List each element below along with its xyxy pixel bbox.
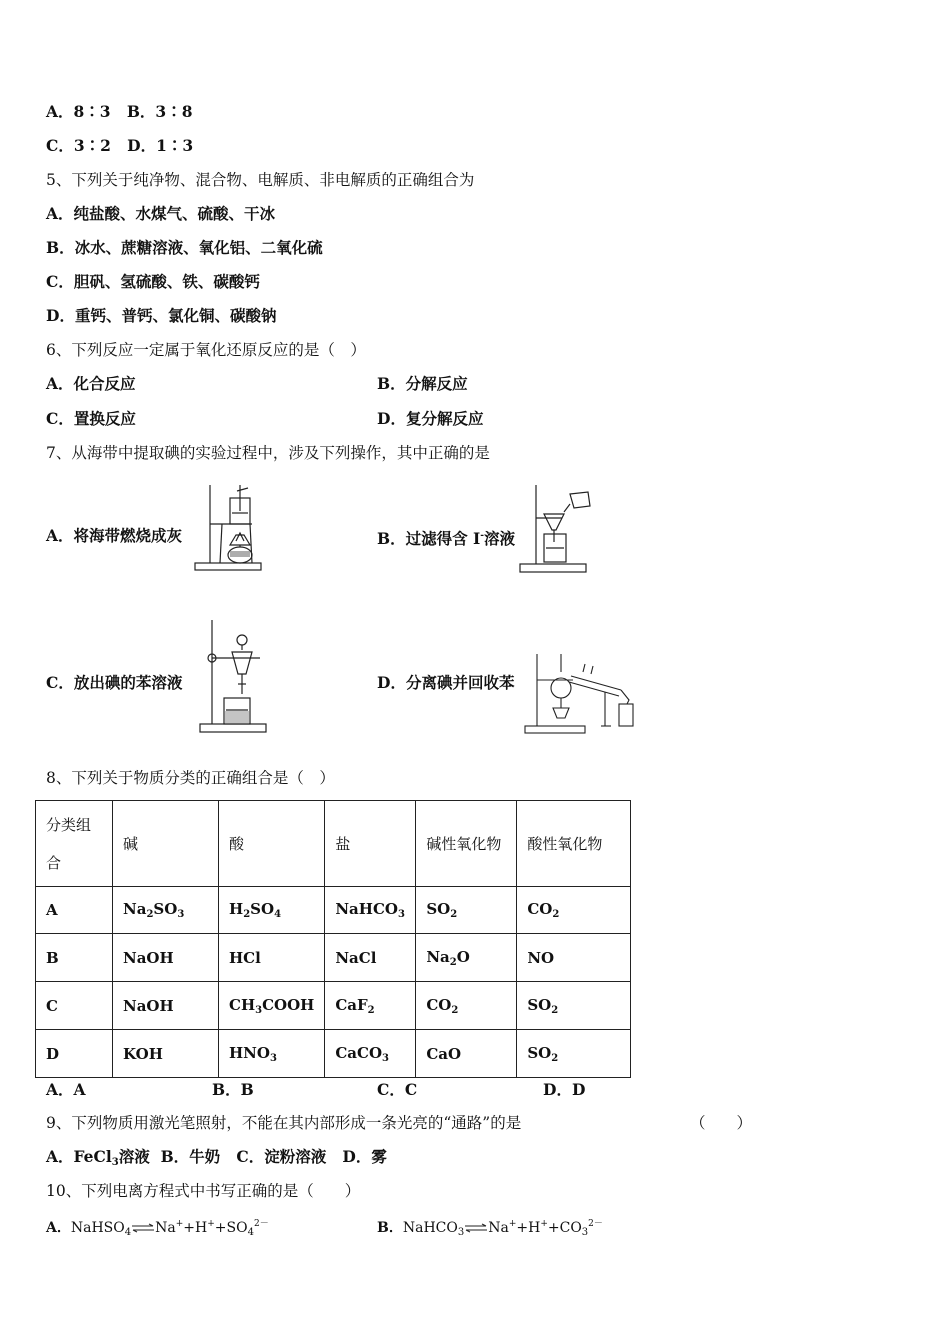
q6-option-c: C．置换反应: [46, 409, 136, 428]
salt-cell: NaCl: [325, 934, 416, 982]
q7-option-d: D．分离碘并回收苯: [377, 673, 515, 692]
base-cell: NaOH: [113, 934, 219, 982]
acid-cell: $HNO_3$: [219, 1030, 325, 1078]
q4-option-b: B．3∶8: [126, 102, 193, 121]
table-row: [36, 934, 631, 982]
equilibrium-arrow-icon: [131, 1223, 155, 1233]
q7-option-b: [377, 526, 515, 549]
q10-option-b: B．NaHCO$_3$ $Na^++H^++CO_3^{2-}$: [377, 1219, 603, 1238]
basic-oxide-cell: CaO: [416, 1030, 517, 1078]
table-row: [36, 982, 631, 1030]
q7-stem: 7、从海带中提取碘的实验过程中，涉及下列操作，其中正确的是: [46, 444, 490, 462]
q9-option-a: A．FeCl$_3$溶液: [46, 1147, 150, 1168]
q10-option-a: A．NaHSO$_4$ $Na^++H^++SO_4^{2-}$: [46, 1219, 269, 1238]
q9-options: [46, 1147, 387, 1173]
header-cell: 碱: [113, 801, 219, 887]
q6-option-a: A．化合反应: [46, 374, 136, 393]
q4-option-a: A．8∶3: [46, 102, 111, 121]
q7-option-a: A．将海带燃烧成灰: [46, 526, 183, 545]
table-header-row: [36, 801, 631, 887]
q9-option-b: B．牛奶: [160, 1147, 221, 1166]
q9-option-d: D．雾: [342, 1147, 387, 1166]
salt-cell: CaCO$_3$: [325, 1030, 416, 1078]
base-cell: KOH: [113, 1030, 219, 1078]
header-cell: 分类组合: [36, 801, 113, 887]
basic-oxide-cell: $SO_2$: [416, 887, 517, 934]
row-key: D: [36, 1030, 113, 1078]
figure-filtration-apparatus: [518, 482, 598, 574]
acidic-oxide-cell: $SO_2$: [517, 1030, 631, 1078]
figure-separatory-funnel: [198, 618, 270, 734]
q5-option-d: D．重钙、普钙、氯化铜、碳酸钠: [46, 306, 277, 325]
q7-option-b-tail: 溶液: [484, 529, 516, 548]
basic-oxide-cell: $CO_2$: [416, 982, 517, 1030]
acidic-oxide-cell: $CO_2$: [517, 887, 631, 934]
basic-oxide-cell: $Na_2O$: [416, 934, 517, 982]
q6-option-d: D．复分解反应: [377, 409, 484, 428]
acid-cell: HCl: [219, 934, 325, 982]
acid-cell: $CH_3COOH$: [219, 982, 325, 1030]
q6-option-b: B．分解反应: [377, 374, 468, 393]
table-row: [36, 887, 631, 934]
q4-option-c: C．3∶2: [46, 136, 111, 155]
base-cell: $Na_2SO_3$: [113, 887, 219, 934]
header-cell: 酸性氧化物: [517, 801, 631, 887]
base-cell: NaOH: [113, 982, 219, 1030]
q7-option-b-sup: -: [480, 531, 484, 541]
q4-options-row1: [46, 102, 192, 122]
row-key: A: [36, 887, 113, 934]
q8-option-c: C．C: [377, 1080, 418, 1099]
q9-answer-paren: （ ）: [690, 1114, 753, 1132]
q4-option-d: D．1∶3: [127, 136, 194, 155]
q8-option-b: B．B: [212, 1080, 254, 1099]
q6-stem: 6、下列反应一定属于氧化还原反应的是（ ）: [46, 341, 366, 359]
q7-option-c: C．放出碘的苯溶液: [46, 673, 183, 692]
q8-option-d: D．D: [543, 1080, 586, 1099]
q9-option-c: C．淀粉溶液: [236, 1147, 327, 1166]
header-cell: 酸: [219, 801, 325, 887]
salt-cell: CaF$_2$: [325, 982, 416, 1030]
classification-table: [35, 800, 631, 1078]
salt-cell: NaHCO$_3$: [325, 887, 416, 934]
q10-stem: 10、下列电离方程式中书写正确的是（ ）: [46, 1182, 361, 1200]
q4-options-row2: [46, 136, 193, 156]
row-key: C: [36, 982, 113, 1030]
q5-stem: 5、下列关于纯净物、混合物、电解质、非电解质的正确组合为: [46, 171, 475, 189]
acid-cell: $H_2SO_4$: [219, 887, 325, 934]
figure-distillation-apparatus: [523, 652, 635, 736]
q9-stem: 9、下列物质用激光笔照射，不能在其内部形成一条光亮的“通路”的是: [46, 1114, 522, 1132]
table-row: [36, 1030, 631, 1078]
acidic-oxide-cell: $SO_2$: [517, 982, 631, 1030]
row-key: B: [36, 934, 113, 982]
q8-option-a: A．A: [46, 1080, 86, 1099]
q7-option-b-text: B．过滤得含 I: [377, 529, 481, 548]
equilibrium-arrow-icon: [464, 1223, 488, 1233]
q5-option-a: A．纯盐酸、水煤气、硫酸、干冰: [46, 204, 276, 223]
figure-burning-apparatus: [192, 483, 264, 573]
header-cell: 碱性氧化物: [416, 801, 517, 887]
q5-option-b: B．冰水、蔗糖溶液、氧化铝、二氧化硫: [46, 238, 323, 257]
acidic-oxide-cell: NO: [517, 934, 631, 982]
q5-option-c: C．胆矾、氢硫酸、铁、碳酸钙: [46, 272, 260, 291]
header-cell: 盐: [325, 801, 416, 887]
q8-stem: 8、下列关于物质分类的正确组合是（ ）: [46, 769, 335, 787]
